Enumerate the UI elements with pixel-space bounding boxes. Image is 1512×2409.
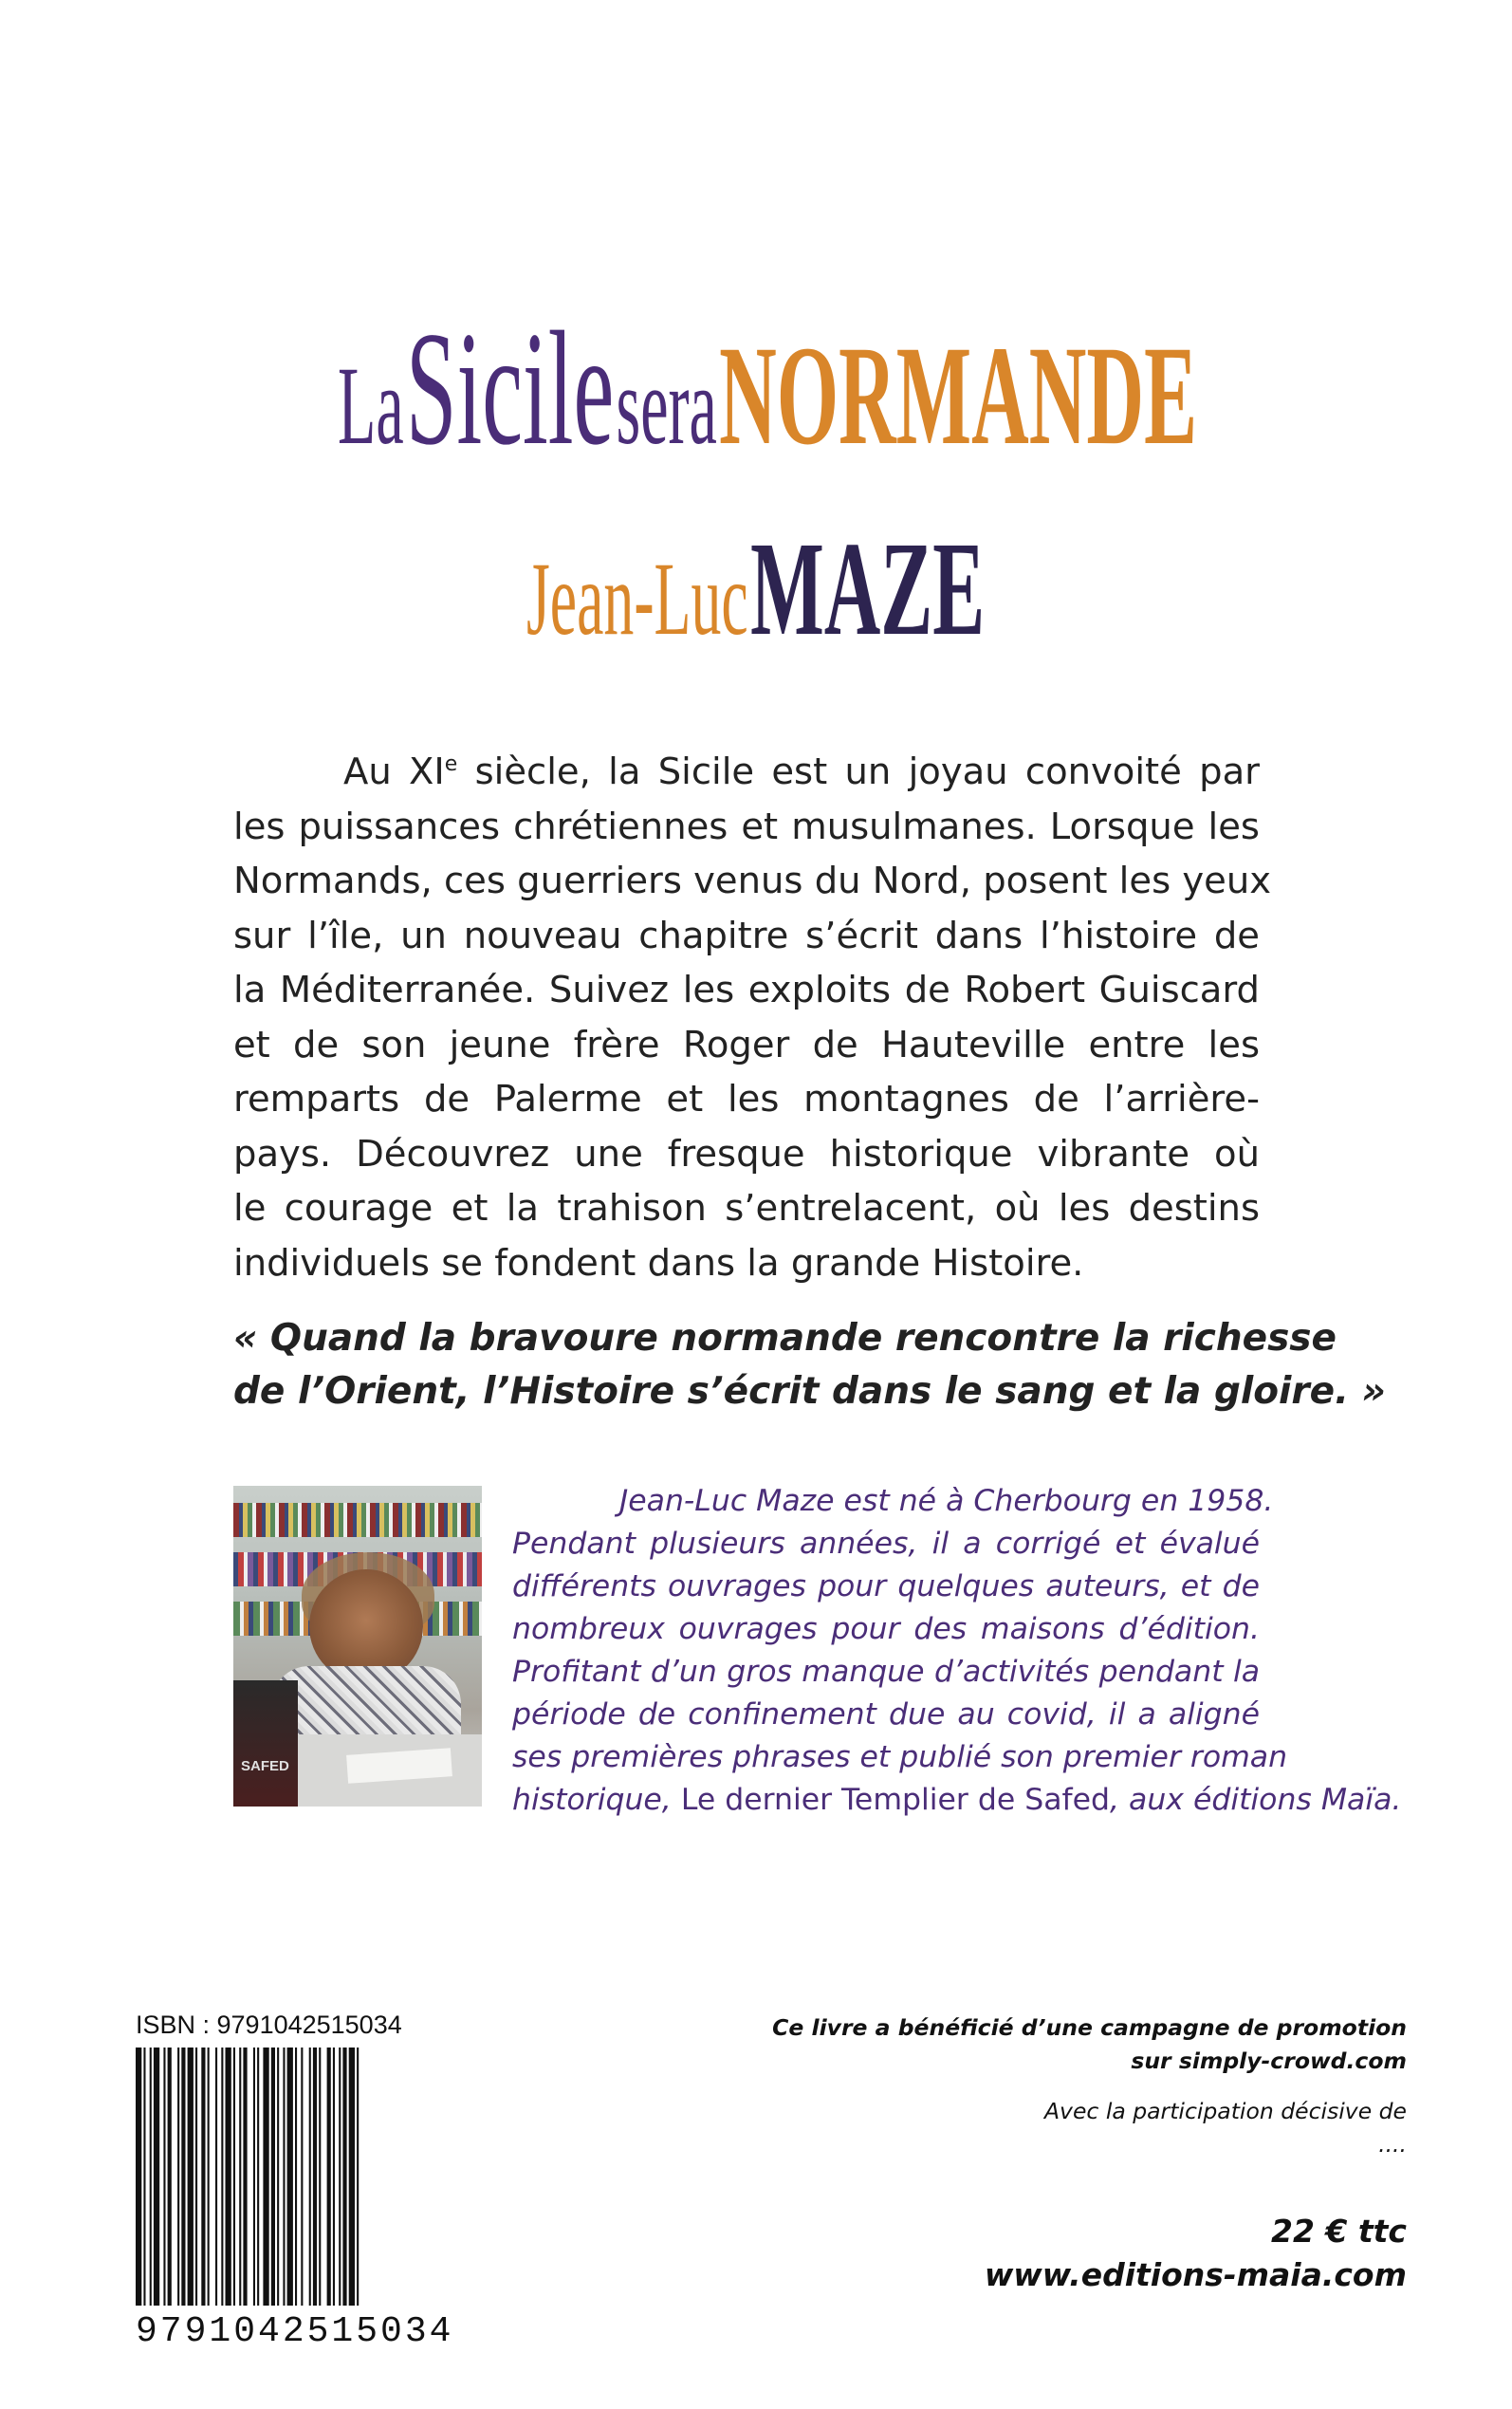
bio-line: Pendant plusieurs années, il a corrigé et évalué [512,1527,1260,1561]
isbn-label: ISBN : 9791042515034 [136,2011,402,2039]
barcode-bar [263,2048,268,2306]
bio-line: période de confinement due au covid, il a aligné [512,1697,1260,1732]
barcode-bar [188,2048,194,2306]
barcode-bar [243,2048,247,2306]
barcode-bar [239,2048,241,2306]
price: 22 € ttc [1271,2213,1407,2250]
blurb-line: la Méditerranée. Suivez les exploits de Robert Guiscard [233,969,1260,1011]
author-first-name: Jean-Luc [526,541,749,657]
barcode-bar [163,2048,165,2306]
barcode-bar [215,2048,217,2306]
barcode-bar [271,2048,275,2306]
barcode-bar [277,2048,279,2306]
title-word-normande: NORMANDE [719,317,1198,474]
quote-line: « Quand la bravoure normande rencontre la richesse [233,1317,1337,1360]
book-cover-image: SAFED [233,1680,298,1807]
barcode-bar [221,2048,223,2306]
blurb-line: Au XIe siècle, la Sicile est un joyau convoité par [343,750,1260,793]
barcode-bar [208,2048,210,2306]
barcode-bar [342,2048,346,2306]
blurb-line: sur l’île, un nouveau chapitre s’écrit dans l’histoire de [233,914,1260,957]
barcode-bar [201,2048,205,2306]
barcode-bar [319,2048,321,2306]
barcode-bar [309,2048,311,2306]
barcode-bar [233,2048,235,2306]
promo-line: sur simply-crowd.com [1131,2048,1407,2074]
barcode-bar [283,2048,285,2306]
participation-line: .... [1378,2131,1407,2158]
author-name [0,513,1512,663]
barcode-bar [143,2048,145,2306]
barcode-bar [313,2048,317,2306]
barcode-bar [295,2048,297,2306]
bio-line: historique, Le dernier Templier de Safed, aux éditions Maïa. [512,1783,1402,1817]
blurb-line: remparts de Palerme et les montagnes de l’arrière- [233,1078,1260,1121]
barcode-bar [257,2048,259,2306]
author-photo [233,1486,482,1807]
book-title-reference: Le dernier Templier de Safed [671,1783,1110,1817]
blurb-line: et de son jeune frère Roger de Hauteville entre les [233,1023,1260,1066]
publisher-website: www.editions-maia.com [984,2256,1407,2293]
barcode-bar [301,2048,303,2306]
barcode-bar [154,2048,159,2306]
blurb-line: les puissances chrétiennes et musulmanes. Lorsque les [233,805,1260,848]
author-last-name: MAZE [750,513,986,663]
barcode-bar [287,2048,293,2306]
bio-line: ses premières phrases et publié son premier roman [512,1740,1288,1774]
barcode-bar [177,2048,179,2306]
title-word-la: La [337,343,404,468]
barcode-bar [195,2048,197,2306]
barcode-bar [181,2048,185,2306]
barcode-bar [253,2048,255,2306]
promotion-notice [772,2011,1407,2078]
barcode-bar [357,2048,359,2306]
barcode-number: 9791042515034 [136,2311,454,2352]
price-block [985,2210,1407,2297]
book-title [0,299,1512,479]
barcode-bar [349,2048,355,2306]
participation-notice [1044,2095,1407,2161]
barcode-bar [136,2048,141,2306]
bio-line: Profitant d’un gros manque d’activités pendant la [512,1655,1260,1689]
author-bio [512,1480,1402,1822]
blurb-line: Normands, ces guerriers venus du Nord, posent les yeux [233,860,1272,902]
barcode-bar [327,2048,331,2306]
barcode [136,2048,428,2306]
title-word-sicile: Sicile [405,299,615,479]
barcode-bar [150,2048,152,2306]
title-word-sera: sera [616,343,717,468]
book-blurb [233,745,1272,1290]
blurb-line: individuels se fondent dans la grande Histoire. [233,1241,1084,1285]
barcode-bar [333,2048,335,2306]
barcode-bar [339,2048,341,2306]
barcode-bar [226,2048,231,2306]
blurb-line: le courage et la trahison s’entrelacent, où les destins [233,1187,1260,1230]
book-quote [233,1312,1386,1418]
bio-line: Jean-Luc Maze est né à Cherbourg en 1958. [619,1484,1274,1518]
bio-line: différents ouvrages pour quelques auteurs, et de [512,1569,1260,1603]
blurb-line: pays. Découvrez une fresque historique vibrante où [233,1132,1260,1176]
participation-line: Avec la participation décisive de [1043,2098,1407,2124]
promo-line: Ce livre a bénéficié d’une campagne de promotion [772,2014,1407,2041]
quote-line: de l’Orient, l’Histoire s’écrit dans le sang et la gloire. » [233,1370,1386,1413]
bio-line: nombreux ouvrages pour des maisons d’édition. [512,1612,1260,1646]
barcode-bar [168,2048,172,2306]
